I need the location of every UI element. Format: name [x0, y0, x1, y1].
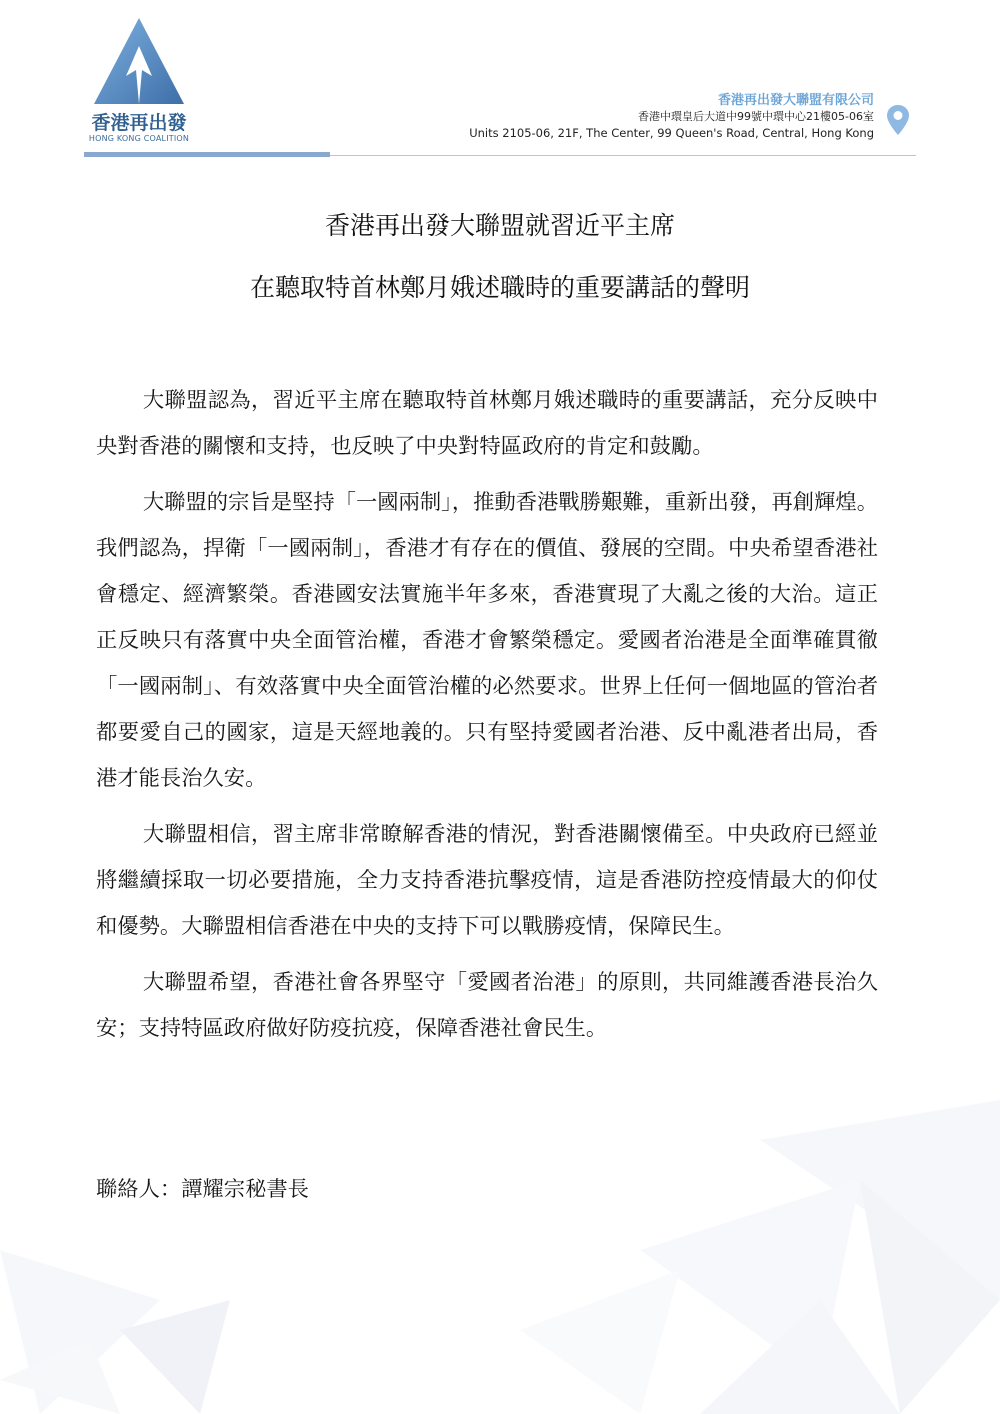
paragraph: 大聯盟相信，習主席非常瞭解香港的情況，對香港關懷備至。中央政府已經並將繼續採取一切必要措施，全力支持香港抗擊疫情，這是香港防控疫情最大的仰仗和優勢。大聯盟相信香港在中央的支持下可以戰勝疫情，保障民生。	[96, 822, 878, 939]
document-body	[96, 378, 878, 1062]
location-pin-icon	[886, 104, 910, 136]
header-divider	[84, 152, 916, 159]
contact-person: 聯絡人：譚耀宗秘書長	[96, 1177, 309, 1202]
logo-text: 香港再出發	[91, 112, 187, 134]
paragraph: 大聯盟希望，香港社會各界堅守「愛國者治港」的原則，共同維護香港長治久安；支持特區政府做好防疫抗疫，保障香港社會民生。	[96, 970, 878, 1041]
paragraph: 大聯盟認為，習近平主席在聽取特首林鄭月娥述職時的重要講話，充分反映中央對香港的關懷和支持，也反映了中央對特區政府的肯定和鼓勵。	[96, 388, 878, 459]
document-title-line-2: 在聽取特首林鄭月娥述職時的重要講話的聲明	[249, 273, 750, 302]
company-address-en: Units 2105-06, 21F, The Center, 99 Queen's Road, Central, Hong Kong	[469, 126, 874, 140]
company-info	[469, 92, 874, 142]
document-title-line-1: 香港再出發大聯盟就習近平主席	[324, 211, 675, 240]
paragraph: 大聯盟的宗旨是堅持「一國兩制」，推動香港戰勝艱難，重新出發，再創輝煌。我們認為，捍衛「一國兩制」，香港才有存在的價值、發展的空間。中央希望香港社會穩定、經濟繁榮。香港國安法實施半年多來，香港實現了大亂之後的大治。這正正反映只有落實中央全面管治權，香港才會繁榮穩定。愛國者治港是全面準確貫徹「一國兩制」、有效落實中央全面管治權的必然要求。世界上任何一個地區的管治者都要愛自己的國家，這是天經地義的。只有堅持愛國者治港、反中亂港者出局，香港才能長治久安。	[96, 490, 878, 791]
company-name: 香港再出發大聯盟有限公司	[717, 93, 874, 108]
logo-subtitle: HONG KONG COALITION	[88, 134, 190, 143]
company-address-zh: 香港中環皇后大道中99號中環中心21樓05-06室	[638, 110, 874, 123]
